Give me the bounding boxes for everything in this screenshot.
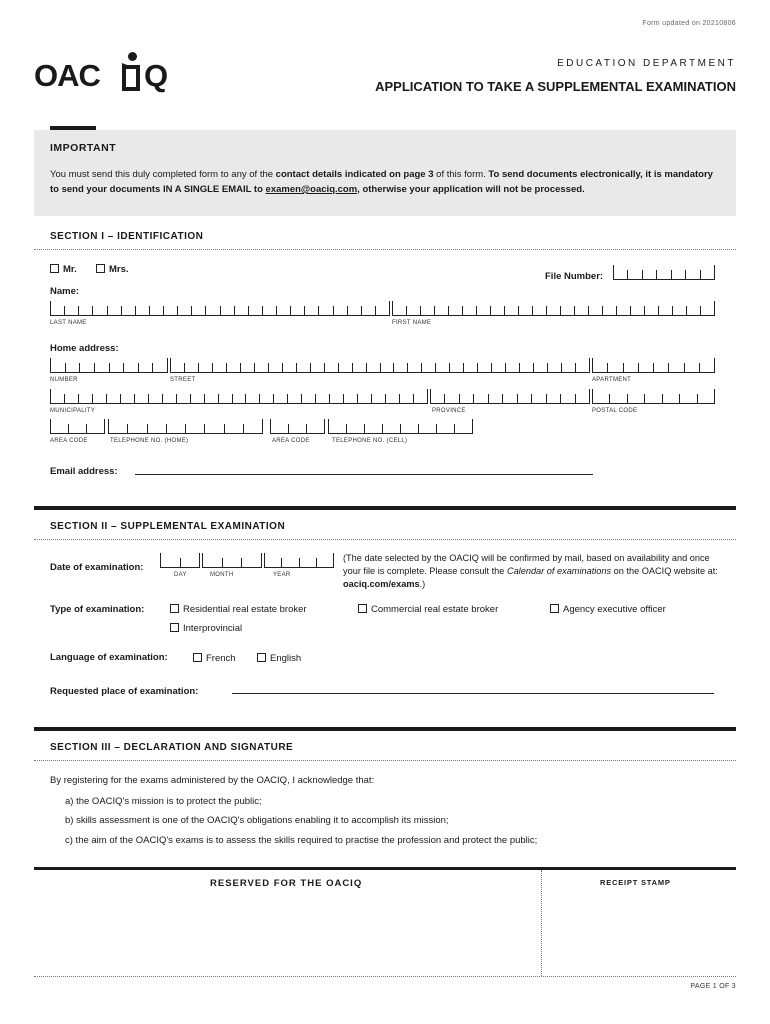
logo-i-mark <box>122 52 140 91</box>
field-tick <box>623 363 624 372</box>
apartment-caption: APARTMENT <box>592 377 632 383</box>
reserved-divider-vertical <box>541 870 542 976</box>
field-tick <box>304 306 305 315</box>
important-box <box>34 130 736 216</box>
field-tick <box>380 363 381 372</box>
field-tick <box>533 363 534 372</box>
field-tick <box>177 306 178 315</box>
field-tick <box>714 389 715 403</box>
field-tick <box>299 558 300 567</box>
field-tick <box>343 394 344 403</box>
field-tick <box>273 394 274 403</box>
field-tick <box>638 363 639 372</box>
field-tick <box>477 363 478 372</box>
field-tick <box>644 394 645 403</box>
field-tick <box>86 424 87 433</box>
field-tick <box>135 306 136 315</box>
field-tick <box>296 363 297 372</box>
last-name-field[interactable] <box>50 302 390 316</box>
field-tick <box>204 394 205 403</box>
field-tick <box>240 363 241 372</box>
field-tick <box>592 358 593 372</box>
field-tick <box>234 306 235 315</box>
important-email-link[interactable]: examen@oaciq.com <box>265 184 358 195</box>
field-tick <box>78 306 79 315</box>
field-tick <box>560 306 561 315</box>
field-tick <box>671 270 672 279</box>
oaciq-logo <box>34 52 174 94</box>
field-tick <box>700 270 701 279</box>
field-tick <box>243 424 244 433</box>
field-tick <box>684 363 685 372</box>
field-tick <box>108 419 109 433</box>
place-label: Requested place of examination: <box>50 686 199 697</box>
year-caption: YEAR <box>273 572 291 578</box>
field-tick <box>375 306 376 315</box>
form-title: APPLICATION TO TAKE A SUPPLEMENTAL EXAMINATION <box>375 79 736 94</box>
home-phone-field[interactable] <box>108 420 263 434</box>
postal-code-field[interactable] <box>592 390 715 404</box>
field-tick <box>170 358 171 372</box>
municipality-field[interactable] <box>50 390 428 404</box>
section3-title: SECTION III – DECLARATION AND SIGNATURE <box>50 742 294 753</box>
field-tick <box>700 306 701 315</box>
field-tick <box>232 394 233 403</box>
field-tick <box>385 394 386 403</box>
field-tick <box>697 394 698 403</box>
street-field[interactable] <box>170 359 590 373</box>
section1-title: SECTION I – IDENTIFICATION <box>50 231 204 242</box>
field-tick <box>430 389 431 403</box>
field-tick <box>602 306 603 315</box>
field-tick <box>205 306 206 315</box>
field-tick <box>434 306 435 315</box>
field-tick <box>254 363 255 372</box>
exam-day-field[interactable] <box>160 554 200 568</box>
field-tick <box>399 394 400 403</box>
field-tick <box>180 558 181 567</box>
field-tick <box>224 424 225 433</box>
home-address-label: Home address: <box>50 343 119 354</box>
field-tick <box>220 306 221 315</box>
field-tick <box>644 306 645 315</box>
logo-text-left: OAC <box>34 58 100 93</box>
field-tick <box>473 394 474 403</box>
field-tick <box>106 394 107 403</box>
residential-checkbox[interactable] <box>170 604 179 613</box>
field-tick <box>109 363 110 372</box>
field-tick <box>502 394 503 403</box>
municipality-caption: MUNICIPALITY <box>50 408 96 414</box>
home-area-code-field[interactable] <box>50 420 105 434</box>
reserved-top-bar <box>34 867 736 870</box>
field-tick <box>245 394 246 403</box>
field-tick <box>160 553 161 567</box>
field-tick <box>685 270 686 279</box>
home-area-code-caption: AREA CODE <box>50 438 88 444</box>
field-tick <box>262 419 263 433</box>
number-caption: NUMBER <box>50 377 78 383</box>
field-tick <box>184 363 185 372</box>
field-tick <box>517 394 518 403</box>
field-tick <box>306 424 307 433</box>
field-tick <box>333 306 334 315</box>
field-tick <box>656 270 657 279</box>
field-tick <box>519 363 520 372</box>
field-tick <box>472 419 473 433</box>
field-tick <box>104 419 105 433</box>
english-checkbox[interactable] <box>257 653 266 662</box>
field-tick <box>262 306 263 315</box>
mrs-checkbox[interactable] <box>96 264 105 273</box>
field-tick <box>152 363 153 372</box>
home-phone-caption: TELEPHONE NO. (HOME) <box>110 438 189 444</box>
field-tick <box>212 363 213 372</box>
declaration-item-a: a) the OACIQ's mission is to protect the public; <box>65 796 262 807</box>
day-caption: DAY <box>174 572 187 578</box>
field-tick <box>92 394 93 403</box>
field-tick <box>107 306 108 315</box>
field-tick <box>589 389 590 403</box>
field-tick <box>642 270 643 279</box>
field-tick <box>532 306 533 315</box>
field-tick <box>361 306 362 315</box>
reserved-title: RESERVED FOR THE OACIQ <box>210 878 363 889</box>
field-tick <box>316 558 317 567</box>
last-name-caption: LAST NAME <box>50 320 87 326</box>
field-tick <box>310 363 311 372</box>
field-tick <box>318 306 319 315</box>
file-number-label: File Number: <box>545 271 604 282</box>
field-tick <box>459 394 460 403</box>
field-tick <box>328 419 329 433</box>
french-checkbox[interactable] <box>193 653 202 662</box>
field-tick <box>68 424 69 433</box>
field-tick <box>259 394 260 403</box>
place-input[interactable] <box>232 693 714 694</box>
field-tick <box>518 306 519 315</box>
section3-top-bar <box>34 727 736 731</box>
first-name-caption: FIRST NAME <box>392 320 432 326</box>
street-caption: STREET <box>170 377 196 383</box>
field-tick <box>176 394 177 403</box>
field-tick <box>382 424 383 433</box>
field-tick <box>198 363 199 372</box>
mr-checkbox[interactable] <box>50 264 59 273</box>
field-tick <box>613 265 614 279</box>
page-number: PAGE 1 OF 3 <box>690 983 736 990</box>
field-tick <box>589 358 590 372</box>
field-tick <box>546 394 547 403</box>
title-options: Mr. Mrs. <box>50 264 129 275</box>
field-tick <box>463 363 464 372</box>
field-tick <box>301 394 302 403</box>
exams-link[interactable]: oaciq.com/exams <box>343 579 420 589</box>
field-tick <box>79 363 80 372</box>
field-tick <box>407 363 408 372</box>
field-tick <box>167 358 168 372</box>
declaration-intro: By registering for the exams administered by the OACIQ, I acknowledge that: <box>50 775 375 786</box>
field-tick <box>147 424 148 433</box>
field-tick <box>714 265 715 279</box>
field-tick <box>166 424 167 433</box>
declaration-item-c: c) the aim of the OACIQ's exams is to assess the skills required to practise the profession and protect the public; <box>65 835 538 846</box>
field-tick <box>226 363 227 372</box>
field-tick <box>288 424 289 433</box>
field-tick <box>418 424 419 433</box>
cell-area-code-caption: AREA CODE <box>272 438 310 444</box>
field-tick <box>352 363 353 372</box>
field-tick <box>575 394 576 403</box>
exam-year-field[interactable] <box>264 554 334 568</box>
important-heading: IMPORTANT <box>50 142 117 154</box>
field-tick <box>371 394 372 403</box>
field-tick <box>546 306 547 315</box>
field-tick <box>50 358 51 372</box>
field-tick <box>64 394 65 403</box>
type-of-exam-label: Type of examination: <box>50 604 145 615</box>
field-tick <box>50 419 51 433</box>
field-tick <box>427 389 428 403</box>
commercial-checkbox[interactable] <box>358 604 367 613</box>
field-tick <box>148 394 149 403</box>
exam-date-note: (The date selected by the OACIQ will be confirmed by mail, based on availability and once your file is complete. Please consult the Calendar of examinations on the OACIQ website at: oaciq.com/exams.) <box>343 553 718 589</box>
field-tick <box>662 394 663 403</box>
field-tick <box>276 306 277 315</box>
field-tick <box>400 424 401 433</box>
field-tick <box>653 363 654 372</box>
field-tick <box>627 394 628 403</box>
option-agency[interactable]: Agency executive officer <box>550 604 666 615</box>
section2-top-bar <box>34 506 736 510</box>
option-residential[interactable]: Residential real estate broker <box>170 604 307 615</box>
option-french[interactable]: French <box>193 653 236 664</box>
field-tick <box>338 363 339 372</box>
field-tick <box>357 394 358 403</box>
province-caption: PROVINCE <box>432 408 466 414</box>
field-tick <box>444 394 445 403</box>
language-label: Language of examination: <box>50 652 168 663</box>
option-english[interactable]: English <box>257 653 301 664</box>
field-tick <box>547 363 548 372</box>
field-tick <box>630 306 631 315</box>
field-tick <box>609 394 610 403</box>
field-tick <box>413 394 414 403</box>
field-tick <box>134 394 135 403</box>
field-tick <box>347 306 348 315</box>
field-tick <box>268 363 269 372</box>
field-tick <box>462 306 463 315</box>
field-tick <box>281 558 282 567</box>
field-tick <box>120 394 121 403</box>
field-tick <box>658 306 659 315</box>
cell-phone-field[interactable] <box>328 420 473 434</box>
field-tick <box>406 306 407 315</box>
field-tick <box>491 363 492 372</box>
field-tick <box>282 363 283 372</box>
field-tick <box>421 363 422 372</box>
field-tick <box>686 306 687 315</box>
address-number-field[interactable] <box>50 359 168 373</box>
field-tick <box>324 363 325 372</box>
month-caption: MONTH <box>210 572 234 578</box>
postal-code-caption: POSTAL CODE <box>592 408 638 414</box>
field-tick <box>94 363 95 372</box>
field-tick <box>65 363 66 372</box>
field-tick <box>454 424 455 433</box>
name-label: Name: <box>50 286 80 297</box>
logo-text-right: Q <box>144 58 169 93</box>
field-tick <box>248 306 249 315</box>
field-tick <box>607 363 608 372</box>
apartment-field[interactable] <box>592 359 715 373</box>
field-tick <box>324 419 325 433</box>
field-tick <box>448 306 449 315</box>
field-tick <box>561 363 562 372</box>
field-tick <box>123 363 124 372</box>
cell-phone-caption: TELEPHONE NO. (CELL) <box>332 438 408 444</box>
field-tick <box>505 363 506 372</box>
field-tick <box>436 424 437 433</box>
section3-divider <box>34 760 736 761</box>
field-tick <box>329 394 330 403</box>
email-address-label: Email address: <box>50 466 118 477</box>
field-tick <box>366 363 367 372</box>
field-tick <box>222 558 223 567</box>
file-number-field[interactable] <box>613 266 715 280</box>
field-tick <box>531 394 532 403</box>
first-name-field[interactable] <box>392 302 715 316</box>
field-tick <box>190 394 191 403</box>
important-text: You must send this duly completed form to any of the contact details indicated on page 3 of this form. To send documents electronically, it is mandatory to send your documents IN A SINGLE EMAIL to examen@oaciq.com, otherwise your application will not be processed. <box>50 169 713 195</box>
field-tick <box>149 306 150 315</box>
interprovincial-checkbox[interactable] <box>170 623 179 632</box>
field-tick <box>699 363 700 372</box>
field-tick <box>560 394 561 403</box>
field-tick <box>616 306 617 315</box>
field-tick <box>714 301 715 315</box>
field-tick <box>162 394 163 403</box>
cell-area-code-field[interactable] <box>270 420 325 434</box>
department-name: EDUCATION DEPARTMENT <box>557 58 736 69</box>
field-tick <box>420 306 421 315</box>
field-tick <box>241 558 242 567</box>
field-tick <box>264 553 265 567</box>
option-commercial[interactable]: Commercial real estate broker <box>358 604 498 615</box>
date-of-exam-label: Date of examination: <box>50 562 144 573</box>
agency-checkbox[interactable] <box>550 604 559 613</box>
field-tick <box>393 363 394 372</box>
field-tick <box>218 394 219 403</box>
field-tick <box>163 306 164 315</box>
field-tick <box>261 553 262 567</box>
field-tick <box>592 389 593 403</box>
field-tick <box>389 301 390 315</box>
field-tick <box>364 424 365 433</box>
field-tick <box>138 363 139 372</box>
field-tick <box>488 394 489 403</box>
field-tick <box>202 553 203 567</box>
field-tick <box>449 363 450 372</box>
field-tick <box>574 306 575 315</box>
field-tick <box>270 419 271 433</box>
field-tick <box>333 553 334 567</box>
email-address-input[interactable] <box>135 474 593 475</box>
section1-divider <box>34 249 736 250</box>
field-tick <box>199 553 200 567</box>
field-tick <box>714 358 715 372</box>
field-tick <box>78 394 79 403</box>
field-tick <box>204 424 205 433</box>
field-tick <box>672 306 673 315</box>
form-updated-date: Form updated on 20210806 <box>642 20 736 27</box>
field-tick <box>476 306 477 315</box>
field-tick <box>185 424 186 433</box>
reserved-bottom-divider <box>34 976 736 977</box>
exam-month-field[interactable] <box>202 554 262 568</box>
option-interprovincial[interactable]: Interprovincial <box>170 623 242 634</box>
field-tick <box>287 394 288 403</box>
field-tick <box>290 306 291 315</box>
field-tick <box>588 306 589 315</box>
province-field[interactable] <box>430 390 590 404</box>
receipt-stamp-label: RECEIPT STAMP <box>600 878 671 887</box>
field-tick <box>575 363 576 372</box>
field-tick <box>504 306 505 315</box>
field-tick <box>490 306 491 315</box>
field-tick <box>121 306 122 315</box>
field-tick <box>127 424 128 433</box>
section2-divider <box>34 539 736 540</box>
declaration-item-b: b) skills assessment is one of the OACIQ's obligations enabling it to accomplish its mission; <box>65 815 449 826</box>
field-tick <box>679 394 680 403</box>
field-tick <box>392 301 393 315</box>
field-tick <box>668 363 669 372</box>
field-tick <box>346 424 347 433</box>
field-tick <box>50 301 51 315</box>
field-tick <box>627 270 628 279</box>
field-tick <box>50 389 51 403</box>
field-tick <box>92 306 93 315</box>
field-tick <box>191 306 192 315</box>
section2-title: SECTION II – SUPPLEMENTAL EXAMINATION <box>50 521 286 532</box>
field-tick <box>435 363 436 372</box>
field-tick <box>64 306 65 315</box>
field-tick <box>315 394 316 403</box>
